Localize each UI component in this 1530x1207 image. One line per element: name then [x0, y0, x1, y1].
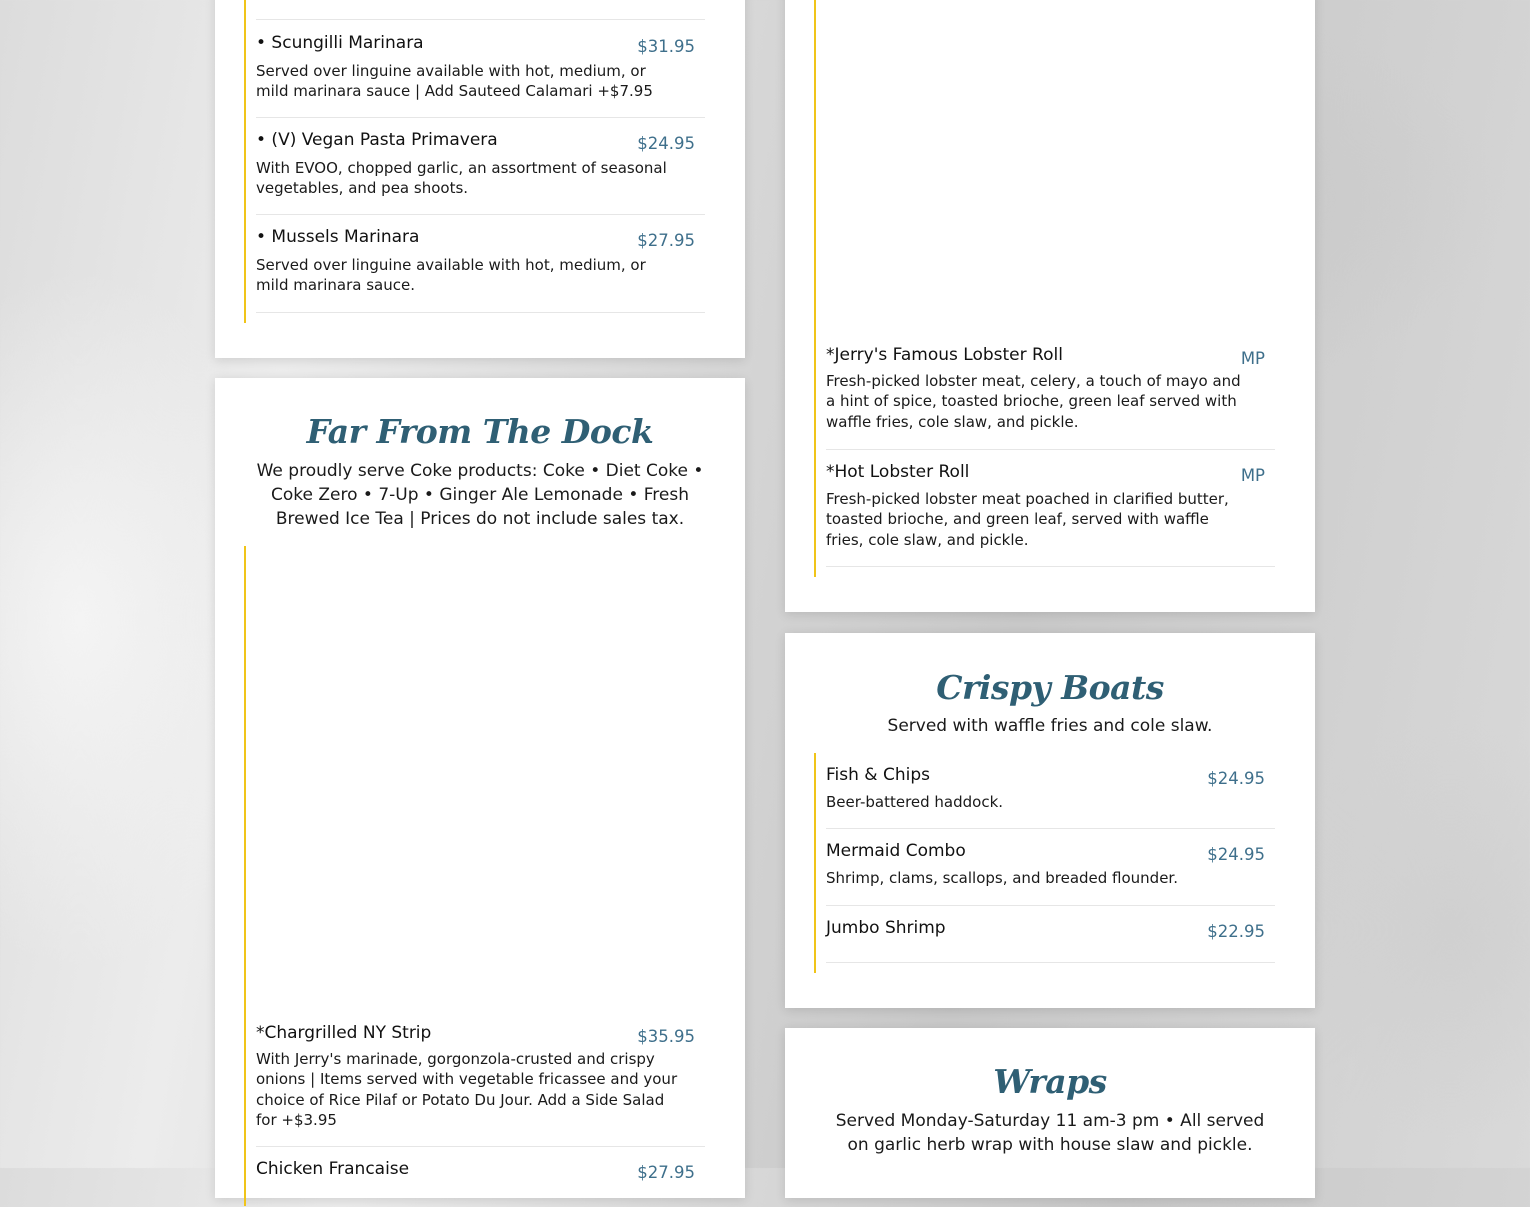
item-name: • (V) Vegan Pasta Primavera [256, 130, 498, 150]
item-price: $31.95 [637, 37, 695, 56]
item-price: $24.95 [1207, 845, 1265, 864]
section-note: Served Monday-Saturday 11 am-3 pm • All served on garlic herb wrap with house slaw and pickle. [835, 1111, 1265, 1155]
item-description: Fresh-picked lobster meat poached in clarified butter, toasted brioche, and green leaf, served with waffle fries, cole slaw, and pickle. [826, 490, 1229, 549]
item-name: *Jerry's Famous Lobster Roll [826, 345, 1063, 365]
item-price: $27.95 [637, 1163, 695, 1182]
item-price: $35.95 [637, 1027, 695, 1046]
section-title: Wraps [993, 1062, 1107, 1101]
item-price: $24.95 [637, 134, 695, 153]
menu-item[interactable] [826, 906, 1275, 963]
menu-item[interactable] [826, 450, 1275, 567]
section-note: We proudly serve Coke products: Coke • Diet Coke • Coke Zero • 7-Up • Ginger Ale Lemonade • Fresh Brewed Ice Tea | Prices do not include sales tax. [256, 461, 704, 529]
item-name: *Hot Lobster Roll [826, 462, 970, 482]
accent-rail [244, 546, 246, 1206]
menu-item[interactable] [256, 21, 705, 118]
accent-rail [244, 0, 246, 323]
menu-item[interactable] [256, 1018, 705, 1147]
section-title: Crispy Boats [936, 668, 1164, 707]
lobster-roll-card [785, 0, 1315, 612]
wraps-card [785, 1028, 1315, 1198]
item-name: *Chargrilled NY Strip [256, 1023, 432, 1043]
item-description: Fresh-picked lobster meat, celery, a touch of mayo and a hint of spice, toasted brioche, green leaf served with waffle fries, cole slaw, and pickle. [826, 372, 1241, 431]
item-price: $22.95 [1207, 922, 1265, 941]
menu-item[interactable] [826, 829, 1275, 906]
menu-item[interactable] [826, 753, 1275, 829]
menu-item[interactable] [256, 1147, 705, 1207]
item-description: With EVOO, chopped garlic, an assortment of seasonal vegetables, and pea shoots. [256, 159, 667, 198]
item-description: With Jerry's marinade, gorgonzola-crusted and crispy onions | Items served with vegetable fricassee and your choice of Rice Pilaf or Potato Du Jour. Add a Side Salad for +$3.95 [256, 1050, 678, 1129]
section-title: Far From The Dock [306, 412, 654, 451]
crispy-boats-card [785, 633, 1315, 1008]
accent-rail [814, 753, 816, 973]
item-description: Served over linguine available with hot, medium, or mild marinara sauce. [256, 256, 646, 295]
pasta-menu-card [215, 0, 745, 358]
item-image-placeholder [256, 546, 705, 1016]
item-price: $27.95 [637, 231, 695, 250]
item-description: Served over linguine available with hot, medium, or mild marinara sauce | Add Sauteed Calamari +$7.95 [256, 62, 653, 101]
menu-item[interactable] [256, 118, 705, 215]
far-from-dock-card [215, 378, 745, 1198]
item-price: MP [1240, 466, 1265, 485]
item-image-placeholder [826, 0, 1275, 330]
item-name: Fish & Chips [826, 765, 930, 785]
menu-item[interactable] [826, 333, 1275, 450]
accent-rail [814, 0, 816, 577]
section-note: Served with waffle fries and cole slaw. [887, 716, 1213, 736]
item-description: Beer-battered haddock. [826, 793, 1004, 811]
menu-item[interactable] [256, 0, 705, 20]
item-description: Shrimp, clams, scallops, and breaded flounder. [826, 869, 1178, 887]
item-price: $24.95 [1207, 769, 1265, 788]
item-name: • Scungilli Marinara [256, 33, 424, 53]
item-name: • Mussels Marinara [256, 227, 420, 247]
item-price: MP [1240, 349, 1265, 368]
menu-item[interactable] [256, 215, 705, 313]
item-name: Chicken Francaise [256, 1159, 410, 1179]
item-name: Jumbo Shrimp [826, 918, 946, 938]
item-name: Mermaid Combo [826, 841, 966, 861]
